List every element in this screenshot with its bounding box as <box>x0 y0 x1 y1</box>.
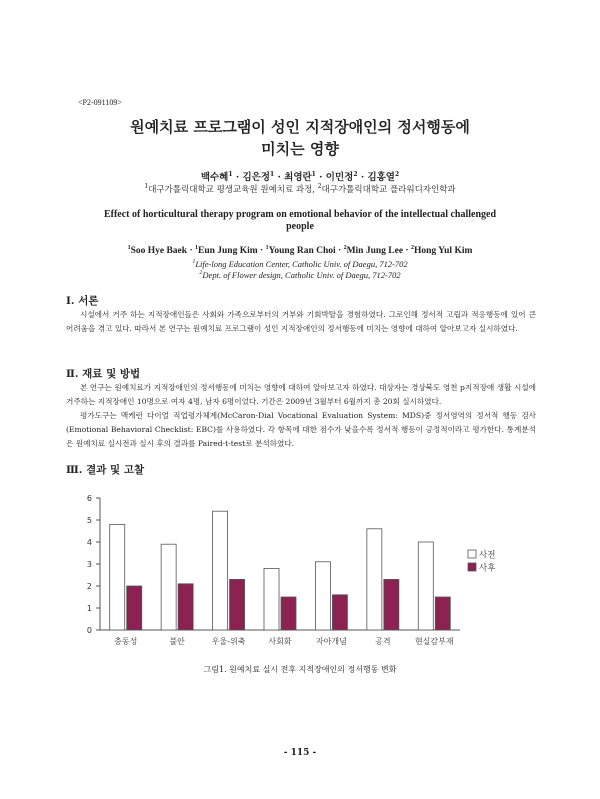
bar-after <box>230 579 245 630</box>
x-tick-label: 충동성 <box>114 637 138 646</box>
title-en: Effect of horticultural therapy program on emotional behavior of the intellectual challenged people <box>103 209 497 232</box>
title-ko-line1: 원예치료 프로그램이 성인 지적장애인의 정서행동에 <box>130 118 470 136</box>
y-tick-label: 2 <box>86 582 92 591</box>
author-ko-1-sup: 1 <box>228 170 233 178</box>
affil-en-1-sup: 1 <box>192 259 196 266</box>
legend-label: 사전 <box>479 550 496 561</box>
bar-before <box>213 511 228 630</box>
methods-paragraph-1: 본 연구는 원예치료가 지적장애인의 정서행동에 미치는 영향에 대하여 알아보고자 하였다. 대상자는 경상북도 영천 p지적장애 생활 시설에 거주하는 지적장애인 10명으로 여자 4명, 남자 6명이었다. 기간은 2009년 3월부터 6월까지 총 20회 실시하였다. <box>66 383 536 406</box>
bar-before <box>315 562 330 630</box>
legend-swatch <box>468 550 476 558</box>
author-en-4: Min Jung Lee <box>346 246 404 257</box>
x-tick-label: 불안 <box>169 637 185 646</box>
affil-en-2-text: Dept. of Flower design, Catholic Univ. of Daegu, 712-702 <box>202 270 401 280</box>
methods-paragraph-2: 평가도구는 맥케런 다이얼 직업평가체계(McCaron-Dial Vocational Evaluation System: MDS)중 정서영역의 정서적 행동 검사(Emotional Behavioral Checklist: EBC)를 사용하였다. 각 항목에 대한 점수가 낮을수록 정서적 행동이 긍정적이라고 평가한다. 통계분석은 원예치료 실시전과 실시 후의 결과를 Paired-t-test로 분석하였다. <box>66 411 536 448</box>
author-en-2: Eun Jung Kim <box>197 246 258 257</box>
bar-after <box>435 597 450 630</box>
bar-after <box>384 579 399 630</box>
section-text-intro <box>66 308 536 336</box>
x-tick-label: 자아개념 <box>315 637 347 646</box>
author-en-5-sup: 2 <box>410 245 414 251</box>
intro-paragraph: 시설에서 거주 하는 지적장애인들은 사회와 가족으로부터의 거부와 기회박탈을 경험하였다. 그로인해 정서적 고립과 적응행동에 있어 큰 어려움을 겪고 있다. 따라서 본 연구는 원예치료 프로그램이 성인 지적장애인의 정서행동에 미치는 영향에 대하여 알아보고자 실시하였다. <box>66 310 536 333</box>
author-en-4-sup: 2 <box>343 245 347 251</box>
affiliation-ko <box>0 183 600 195</box>
bar-before <box>418 542 433 630</box>
author-ko-3-sup: 1 <box>311 170 316 178</box>
author-en-3: Young Ran Choi <box>268 246 336 257</box>
section-heading-methods: Ⅱ. 재료 및 방법 <box>66 368 141 380</box>
affil-ko-1-sup: 1 <box>144 183 149 191</box>
bar-before <box>264 568 279 630</box>
authors-en <box>0 245 600 256</box>
affil-ko-2-sup: 2 <box>317 183 322 191</box>
x-tick-label: 공격 <box>375 637 391 646</box>
bar-before <box>161 544 176 630</box>
author-ko-2: 김은정 <box>242 172 271 183</box>
y-tick-label: 0 <box>86 626 92 635</box>
section-heading-intro: Ⅰ. 서론 <box>66 295 99 307</box>
bar-after <box>332 595 347 630</box>
author-sep: · <box>232 172 243 183</box>
author-ko-2-sup: 1 <box>270 170 275 178</box>
affil-ko-1: 대구가톨릭대학교 평생교육원 원예치료 과정, <box>148 185 318 195</box>
affil-en-1-text: Life-long Education Center, Catholic Univ. of Daegu, 712-702 <box>195 259 408 269</box>
legend-swatch <box>468 563 476 571</box>
author-en-1: Soo Hye Baek <box>130 246 188 257</box>
bar-after <box>178 584 193 630</box>
author-sep: · <box>187 246 195 257</box>
author-sep: · <box>274 172 285 183</box>
paper-code: <P2-091109> <box>78 98 122 107</box>
author-ko-4: 이민정 <box>325 172 354 183</box>
title-ko-line2: 미치는 영향 <box>261 140 339 158</box>
author-ko-5-sup: 2 <box>394 170 400 178</box>
author-en-2-sup: 1 <box>194 245 198 251</box>
page-number: - 115 - <box>283 748 317 758</box>
author-en-3-sup: 1 <box>265 245 269 251</box>
author-sep: · <box>315 172 326 183</box>
author-ko-4-sup: 2 <box>353 170 358 178</box>
bar-before <box>110 524 125 630</box>
affiliation-en-1 <box>0 259 600 269</box>
affil-ko-2: 대구가톨릭대학교 플라워디자인학과 <box>321 185 456 195</box>
author-ko-1: 백수혜 <box>200 172 229 183</box>
author-en-5: Hong Yul Kim <box>413 246 473 257</box>
affiliation-en-2 <box>0 270 600 280</box>
y-tick-label: 4 <box>86 538 92 547</box>
author-sep: · <box>335 246 344 257</box>
author-sep: · <box>257 246 266 257</box>
x-tick-label: 사회화 <box>268 637 292 646</box>
y-tick-label: 3 <box>86 560 92 569</box>
author-ko-5: 김홍열 <box>367 172 395 183</box>
author-sep: · <box>357 172 368 183</box>
bar-after <box>127 586 142 630</box>
affil-en-2-sup: 2 <box>199 270 203 277</box>
x-tick-label: 우울-위축 <box>211 637 246 646</box>
author-ko-3: 최영란 <box>284 172 312 183</box>
section-heading-results: Ⅲ. 결과 및 고찰 <box>66 464 145 476</box>
author-en-1-sup: 1 <box>127 245 131 251</box>
y-tick-label: 1 <box>86 604 92 613</box>
legend-label: 사후 <box>479 563 496 574</box>
figure-caption: 그림1. 원예치료 실시 전후 지적장애인의 정서행동 변화 <box>203 665 397 674</box>
y-tick-label: 5 <box>86 516 92 525</box>
bar-chart <box>70 488 510 658</box>
x-tick-label: 현실감부재 <box>414 637 454 646</box>
section-text-methods <box>66 381 536 451</box>
authors-ko <box>0 169 600 183</box>
author-sep: · <box>403 246 411 257</box>
y-tick-label: 6 <box>86 494 92 503</box>
bar-before <box>367 529 382 630</box>
bar-after <box>281 597 296 630</box>
